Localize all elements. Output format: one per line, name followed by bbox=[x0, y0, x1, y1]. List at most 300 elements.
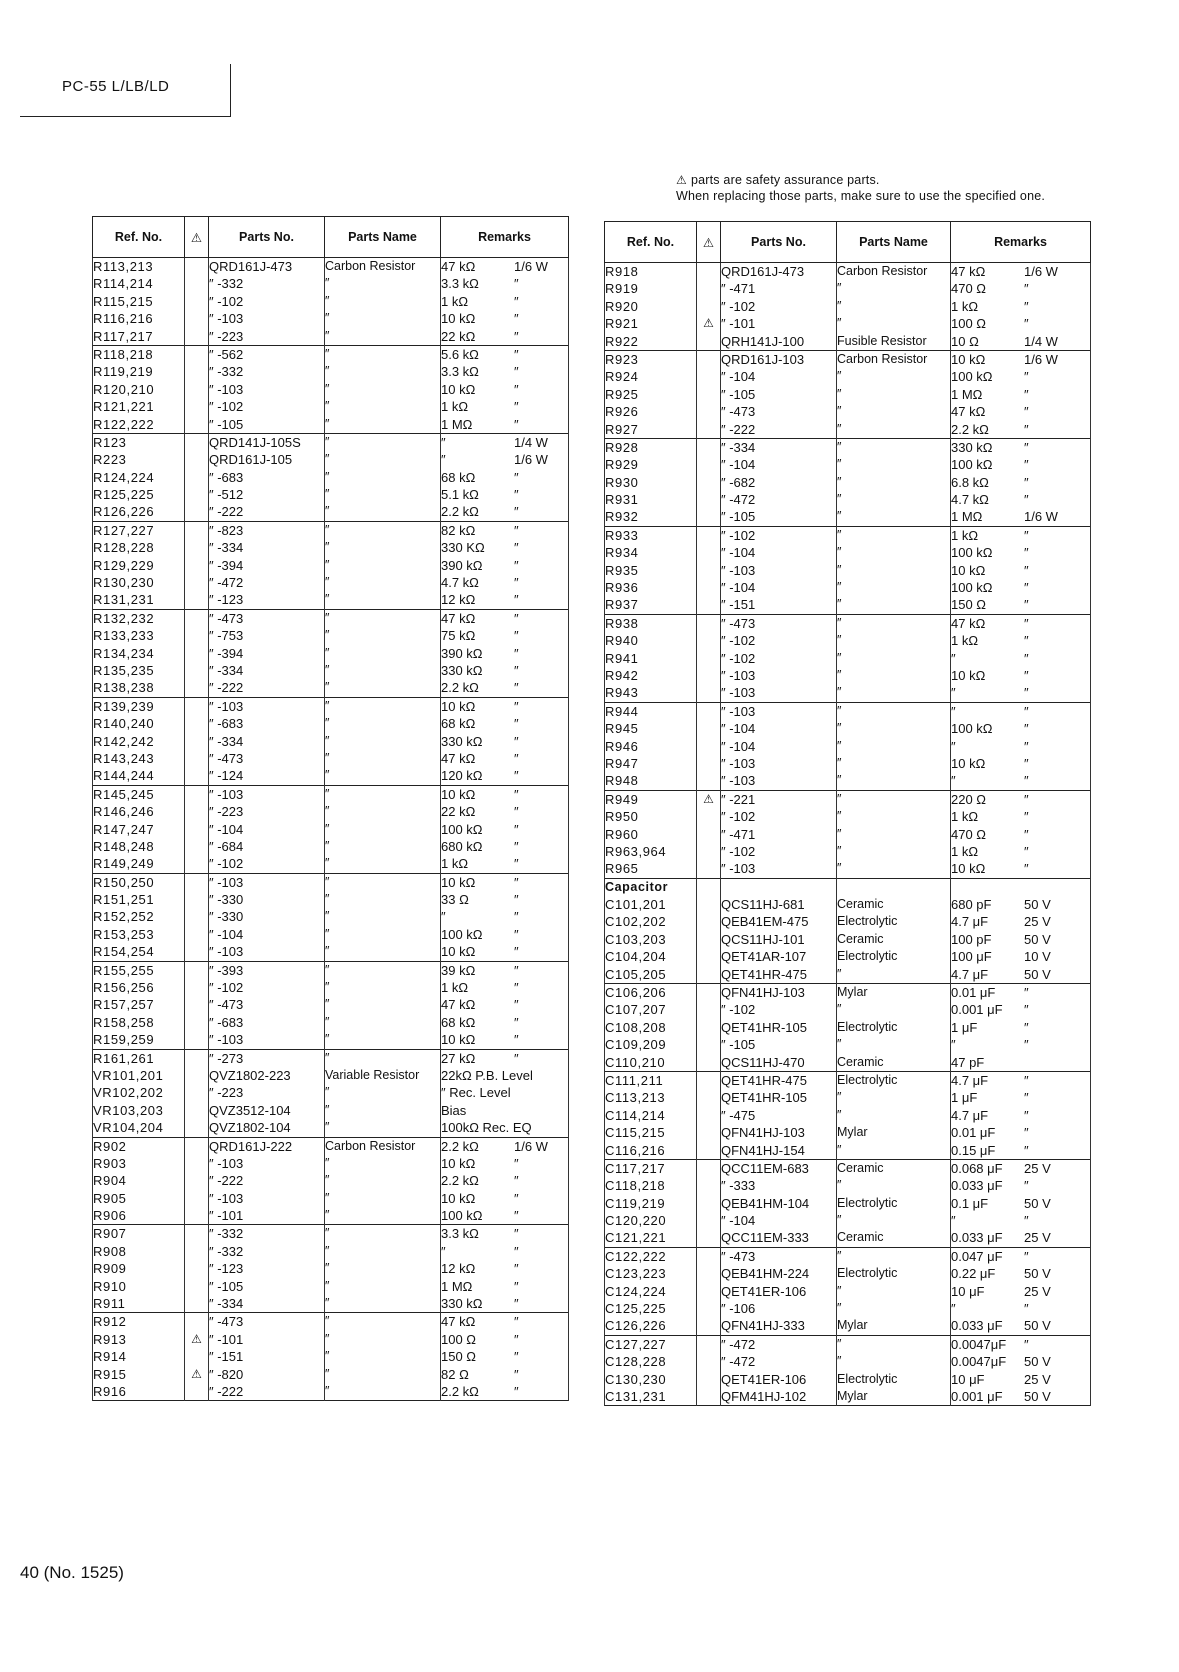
warning-slot bbox=[697, 684, 720, 701]
parts-number: ″ -330 bbox=[209, 892, 244, 908]
col-header-ref: Ref. No. bbox=[93, 217, 185, 258]
remarks-value: 4.7 μF bbox=[951, 1072, 989, 1088]
parts-name-cell bbox=[837, 790, 951, 878]
ref-number: C115,215 bbox=[605, 1125, 666, 1141]
parts-no-cell bbox=[209, 1049, 325, 1137]
parts-name: ″ bbox=[325, 328, 330, 343]
ref-number: R151,251 bbox=[93, 892, 155, 908]
warning-cell bbox=[697, 1335, 721, 1406]
parts-number: QET41ER-106 bbox=[721, 1371, 807, 1387]
parts-number: ″ -394 bbox=[209, 557, 244, 573]
model-title: PC-55 L/LB/LD bbox=[62, 78, 170, 95]
parts-name: ″ bbox=[837, 721, 842, 736]
remarks-rating: ″ bbox=[1024, 474, 1029, 490]
remarks-line bbox=[441, 574, 568, 591]
warning-cell bbox=[185, 521, 209, 609]
table-row-group bbox=[93, 345, 569, 433]
parts-number: ″ -104 bbox=[721, 545, 756, 561]
remarks-value: 10 kΩ bbox=[441, 1032, 476, 1048]
parts-number: ″ -332 bbox=[209, 364, 244, 380]
parts-name: ″ bbox=[325, 962, 330, 977]
warning-slot bbox=[185, 610, 208, 627]
parts-number: QCS11HJ-470 bbox=[721, 1054, 805, 1070]
parts-name: ″ bbox=[837, 1213, 842, 1228]
ref-number: C124,224 bbox=[605, 1283, 667, 1299]
parts-name: ″ bbox=[837, 703, 842, 718]
remarks-line bbox=[951, 948, 1090, 965]
remarks-value: ″ bbox=[951, 1213, 956, 1229]
table-row-group bbox=[93, 873, 569, 961]
ref-number: R920 bbox=[605, 298, 639, 314]
remarks-value: 100 Ω bbox=[441, 1331, 477, 1347]
parts-name-cell bbox=[325, 1313, 441, 1401]
ref-number: R150,250 bbox=[93, 874, 155, 890]
remarks-rating: ″ bbox=[514, 1278, 519, 1294]
ref-number: R943 bbox=[605, 685, 639, 701]
warning-slot bbox=[697, 650, 720, 667]
remarks-rating: ″ bbox=[1024, 404, 1029, 420]
parts-number: ″ -106 bbox=[721, 1301, 756, 1317]
remarks-cell bbox=[441, 1313, 569, 1401]
parts-number: ″ -222 bbox=[721, 421, 756, 437]
remarks-cell bbox=[951, 438, 1091, 526]
remarks-value: ″ bbox=[951, 738, 956, 754]
remarks-value: ″ bbox=[441, 909, 446, 925]
parts-number: ″ -475 bbox=[721, 1107, 756, 1123]
warning-slot bbox=[697, 386, 720, 403]
remarks-value: 1 kΩ bbox=[441, 980, 469, 996]
remarks-line bbox=[441, 698, 568, 715]
warning-slot bbox=[697, 948, 720, 965]
remarks-rating: ″ bbox=[1024, 685, 1029, 701]
remarks-value: 47 kΩ bbox=[951, 264, 986, 279]
ref-number: C109,209 bbox=[605, 1037, 667, 1053]
parts-number: QCC11EM-333 bbox=[721, 1230, 809, 1246]
remarks-rating: ″ bbox=[1024, 1019, 1029, 1035]
parts-no-cell bbox=[721, 1247, 837, 1335]
ref-number: R902 bbox=[93, 1138, 127, 1154]
parts-name: Mylar bbox=[837, 1318, 868, 1333]
remarks-value: ″ bbox=[951, 1301, 956, 1317]
parts-number: QCS11HJ-681 bbox=[721, 897, 805, 913]
remarks-line bbox=[951, 263, 1090, 280]
parts-number: ″ -753 bbox=[209, 628, 244, 644]
remarks-rating: ″ bbox=[1024, 457, 1029, 473]
warning-slot bbox=[185, 1366, 208, 1383]
ref-number: R934 bbox=[605, 545, 639, 561]
parts-name: ″ bbox=[325, 434, 330, 449]
header-divider-horizontal bbox=[20, 116, 231, 117]
remarks-rating: ″ bbox=[514, 592, 519, 608]
parts-name: ″ bbox=[325, 1261, 330, 1276]
remarks-value: ″ bbox=[441, 1243, 446, 1259]
ref-number: R223 bbox=[93, 452, 127, 468]
warning-cell bbox=[697, 1247, 721, 1335]
remarks-value: 1 kΩ bbox=[951, 298, 979, 314]
warning-slot bbox=[185, 1031, 208, 1048]
parts-name: ″ bbox=[837, 1090, 842, 1105]
remarks-value: 82 kΩ bbox=[441, 522, 476, 538]
parts-name: ″ bbox=[325, 892, 330, 907]
remarks-line bbox=[441, 1155, 568, 1172]
remarks-cell bbox=[441, 697, 569, 785]
remarks-line bbox=[441, 1295, 568, 1312]
warning-slot bbox=[697, 491, 720, 508]
parts-name: ″ bbox=[837, 809, 842, 824]
remarks-line bbox=[951, 755, 1090, 772]
remarks-cell bbox=[951, 790, 1091, 878]
ref-number: R907 bbox=[93, 1226, 127, 1242]
warning-slot bbox=[697, 1072, 720, 1089]
remarks-value: ″ bbox=[951, 650, 956, 666]
ref-number: C103,203 bbox=[605, 931, 667, 947]
parts-number: ″ -683 bbox=[209, 1014, 244, 1030]
remarks-rating: 1/4 W bbox=[514, 434, 548, 450]
warning-slot bbox=[185, 767, 208, 784]
col-header-warning-icon: ⚠ bbox=[185, 217, 209, 258]
ref-number: R965 bbox=[605, 861, 639, 877]
parts-name: ″ bbox=[837, 685, 842, 700]
warning-slot bbox=[185, 1014, 208, 1031]
remarks-value: 330 kΩ bbox=[441, 662, 483, 678]
remarks-value: 47 kΩ bbox=[441, 997, 476, 1013]
parts-name: Carbon Resistor bbox=[325, 259, 416, 273]
parts-name: ″ bbox=[325, 768, 330, 783]
ref-number: R121,221 bbox=[93, 399, 155, 415]
table-row-group bbox=[93, 521, 569, 609]
remarks-rating: ″ bbox=[514, 1032, 519, 1048]
warning-slot bbox=[697, 826, 720, 843]
ref-number: R126,226 bbox=[93, 504, 155, 520]
parts-name: Electrolytic bbox=[837, 949, 898, 964]
warning-slot bbox=[185, 803, 208, 820]
remarks-value: 3.3 kΩ bbox=[441, 1226, 479, 1242]
remarks-value: ″ bbox=[951, 685, 956, 701]
ref-number: R912 bbox=[93, 1314, 127, 1330]
safety-note-text2: When replacing those parts, make sure to use the specified one. bbox=[676, 189, 1046, 203]
warning-slot bbox=[697, 403, 720, 420]
ref-number: R909 bbox=[93, 1261, 127, 1277]
parts-number: ″ -103 bbox=[209, 1155, 244, 1171]
parts-number: QET41HR-475 bbox=[721, 966, 807, 982]
ref-number: C101,201 bbox=[605, 897, 667, 913]
parts-name: ″ bbox=[325, 997, 330, 1012]
parts-number: ″ -105 bbox=[209, 1278, 244, 1294]
ref-number: R903 bbox=[93, 1155, 127, 1171]
warning-slot bbox=[185, 1050, 208, 1067]
parts-number: ″ -394 bbox=[209, 645, 244, 661]
section-label: Capacitor bbox=[605, 879, 669, 894]
warning-slot bbox=[185, 346, 208, 363]
parts-number: QVZ3512-104 bbox=[209, 1102, 291, 1118]
remarks-line bbox=[951, 1353, 1090, 1370]
ref-number: R933 bbox=[605, 527, 639, 543]
remarks-value: 0.033 μF bbox=[951, 1230, 1003, 1246]
remarks-line bbox=[441, 662, 568, 679]
ref-number: C113,213 bbox=[605, 1090, 666, 1106]
parts-name-cell bbox=[837, 263, 951, 351]
parts-name: Carbon Resistor bbox=[837, 264, 928, 278]
remarks-line bbox=[441, 821, 568, 838]
ref-number: R923 bbox=[605, 351, 639, 367]
remarks-rating: ″ bbox=[514, 628, 519, 644]
remarks-line bbox=[951, 1107, 1090, 1124]
parts-name: ″ bbox=[325, 750, 330, 765]
ref-number: R159,259 bbox=[93, 1032, 155, 1048]
col-header-warning-icon: ⚠ bbox=[697, 222, 721, 263]
remarks-value: 330 kΩ bbox=[951, 439, 993, 455]
parts-name: ″ bbox=[325, 311, 330, 326]
ref-cell bbox=[93, 1225, 185, 1313]
parts-number: ″ -472 bbox=[721, 1354, 756, 1370]
parts-name: Carbon Resistor bbox=[325, 1138, 416, 1153]
parts-name: ″ bbox=[325, 452, 330, 467]
remarks-line bbox=[441, 1383, 568, 1400]
remarks-value: 100 kΩ bbox=[441, 926, 483, 942]
spacer-line bbox=[721, 879, 836, 896]
ref-number: R156,256 bbox=[93, 980, 155, 996]
remarks-rating: 50 V bbox=[1024, 931, 1051, 947]
remarks-rating: ″ bbox=[514, 1296, 519, 1312]
warning-slot bbox=[697, 508, 720, 525]
remarks-line bbox=[441, 874, 568, 891]
remarks-line bbox=[951, 931, 1090, 948]
warning-slot bbox=[185, 1155, 208, 1172]
remarks-rating: ″ bbox=[1024, 386, 1029, 402]
remarks-cell bbox=[441, 1225, 569, 1313]
remarks-line bbox=[441, 733, 568, 750]
remarks-value: 12 kΩ bbox=[441, 592, 476, 608]
warning-slot bbox=[185, 786, 208, 803]
remarks-value: 0.1 μF bbox=[951, 1195, 989, 1211]
ref-number: C123,223 bbox=[605, 1266, 667, 1282]
remarks-rating: ″ bbox=[514, 838, 519, 854]
warning-cell bbox=[185, 1049, 209, 1137]
warning-slot bbox=[697, 527, 720, 544]
table-row-group bbox=[93, 961, 569, 1049]
parts-number: ″ -101 bbox=[209, 1331, 244, 1347]
warning-slot bbox=[697, 791, 720, 808]
remarks-value: 5.1 kΩ bbox=[441, 487, 479, 503]
remarks-rating: ″ bbox=[514, 469, 519, 485]
parts-number: ″ -472 bbox=[721, 492, 756, 508]
remarks-line bbox=[951, 615, 1090, 632]
remarks-rating: ″ bbox=[514, 680, 519, 696]
remarks-value: 47 kΩ bbox=[441, 1314, 476, 1330]
warning-cell bbox=[185, 258, 209, 346]
parts-number: QFN41HJ-333 bbox=[721, 1318, 805, 1334]
remarks-line bbox=[951, 1229, 1090, 1246]
remarks-value: 4.7 μF bbox=[951, 1107, 989, 1123]
table-row-group bbox=[605, 702, 1091, 790]
remarks-line bbox=[441, 522, 568, 539]
ref-number: R158,258 bbox=[93, 1014, 155, 1030]
warning-slot bbox=[697, 1195, 720, 1212]
parts-name: ″ bbox=[325, 557, 330, 572]
parts-number: ″ -103 bbox=[721, 667, 756, 683]
remarks-value: 22 kΩ bbox=[441, 328, 476, 344]
remarks-line bbox=[441, 381, 568, 398]
warning-slot bbox=[185, 398, 208, 415]
parts-name-cell bbox=[325, 1137, 441, 1225]
remarks-value: 22kΩ P.B. Level bbox=[441, 1067, 533, 1083]
remarks-line bbox=[441, 1067, 568, 1084]
parts-number: QET41HR-475 bbox=[721, 1072, 807, 1088]
warning-cell bbox=[185, 1313, 209, 1401]
parts-number: ″ -104 bbox=[721, 721, 756, 737]
ref-number: C127,227 bbox=[605, 1336, 667, 1352]
remarks-line bbox=[441, 767, 568, 784]
parts-name: ″ bbox=[837, 1107, 842, 1122]
remarks-line bbox=[441, 1348, 568, 1365]
ref-number: R129,229 bbox=[93, 557, 155, 573]
remarks-value: 5.6 kΩ bbox=[441, 346, 479, 362]
remarks-value: 47 kΩ bbox=[441, 610, 476, 626]
page-number: 40 (No. 1525) bbox=[20, 1563, 124, 1582]
ref-number: C102,202 bbox=[605, 914, 667, 930]
parts-number: QRH141J-100 bbox=[721, 333, 805, 349]
parts-name: ″ bbox=[325, 487, 330, 502]
remarks-line bbox=[441, 557, 568, 574]
remarks-value: 47 kΩ bbox=[951, 615, 986, 631]
parts-number: ″ -124 bbox=[209, 768, 244, 784]
remarks-line bbox=[951, 826, 1090, 843]
warning-slot bbox=[185, 574, 208, 591]
parts-number: ″ -684 bbox=[209, 838, 244, 854]
remarks-rating: ″ bbox=[514, 768, 519, 784]
parts-name-cell bbox=[837, 350, 951, 438]
ref-number: R120,210 bbox=[93, 381, 155, 397]
remarks-rating: ″ bbox=[514, 662, 519, 678]
parts-number: ″ -473 bbox=[209, 750, 244, 766]
warning-slot bbox=[697, 1160, 720, 1177]
spacer-line bbox=[697, 879, 720, 896]
warning-slot bbox=[185, 874, 208, 891]
remarks-rating: ″ bbox=[1024, 527, 1029, 543]
parts-no-cell bbox=[721, 350, 837, 438]
remarks-rating: ″ bbox=[514, 610, 519, 626]
remarks-value: 390 kΩ bbox=[441, 645, 483, 661]
parts-name-cell bbox=[837, 702, 951, 790]
warning-cell bbox=[185, 609, 209, 697]
remarks-value: 10 μF bbox=[951, 1283, 985, 1299]
parts-number: ″ -473 bbox=[209, 1314, 244, 1330]
remarks-value: 100 kΩ bbox=[951, 580, 993, 596]
remarks-value: 68 kΩ bbox=[441, 716, 476, 732]
warning-slot bbox=[697, 632, 720, 649]
parts-number: ″ -332 bbox=[209, 1243, 244, 1259]
warning-slot bbox=[697, 1388, 720, 1405]
remarks-line bbox=[951, 1072, 1090, 1089]
remarks-value: 330 kΩ bbox=[441, 1296, 483, 1312]
warning-slot bbox=[697, 1336, 720, 1353]
parts-number: ″ -104 bbox=[721, 457, 756, 473]
remarks-line bbox=[441, 803, 568, 820]
remarks-line bbox=[951, 351, 1090, 368]
remarks-line bbox=[441, 451, 568, 468]
remarks-line bbox=[951, 562, 1090, 579]
remarks-line bbox=[951, 984, 1090, 1001]
remarks-cell bbox=[441, 1049, 569, 1137]
ref-cell bbox=[93, 521, 185, 609]
parts-name: ″ bbox=[837, 509, 842, 524]
remarks-value: 100kΩ Rec. EQ bbox=[441, 1120, 532, 1136]
parts-name: ″ bbox=[837, 439, 842, 454]
parts-name: ″ bbox=[837, 492, 842, 507]
table-row-group bbox=[605, 1071, 1091, 1159]
warning-slot bbox=[697, 966, 720, 983]
warning-slot bbox=[697, 474, 720, 491]
parts-name-cell bbox=[837, 526, 951, 614]
remarks-line bbox=[441, 750, 568, 767]
parts-number: QEB41HM-224 bbox=[721, 1266, 810, 1282]
ref-number: R157,257 bbox=[93, 997, 155, 1013]
remarks-rating: ″ bbox=[1024, 580, 1029, 596]
remarks-line bbox=[951, 280, 1090, 297]
remarks-rating: ″ bbox=[514, 804, 519, 820]
parts-no-cell bbox=[721, 1335, 837, 1406]
remarks-rating: ″ bbox=[514, 1014, 519, 1030]
ref-number: C126,226 bbox=[605, 1318, 667, 1334]
parts-name: Ceramic bbox=[837, 1054, 884, 1069]
parts-name: ″ bbox=[325, 504, 330, 519]
remarks-line bbox=[441, 416, 568, 433]
parts-number: ″ -222 bbox=[209, 680, 244, 696]
parts-number: ″ -103 bbox=[721, 861, 756, 877]
warning-cell bbox=[185, 1137, 209, 1225]
parts-name-cell bbox=[325, 258, 441, 346]
warning-slot bbox=[185, 557, 208, 574]
warning-triangle-icon: ⚠ bbox=[191, 1331, 202, 1346]
ref-number: R916 bbox=[93, 1384, 127, 1399]
remarks-line bbox=[441, 434, 568, 451]
remarks-rating: ″ bbox=[514, 1155, 519, 1171]
remarks-cell bbox=[441, 1137, 569, 1225]
remarks-value: 2.2 kΩ bbox=[441, 504, 479, 520]
parts-number: ″ -102 bbox=[721, 843, 756, 859]
parts-name: ″ bbox=[325, 575, 330, 590]
remarks-rating: ″ bbox=[1024, 298, 1029, 314]
remarks-cell bbox=[441, 258, 569, 346]
remarks-line bbox=[441, 1172, 568, 1189]
remarks-line bbox=[441, 486, 568, 503]
parts-number: ″ -472 bbox=[209, 575, 244, 591]
warning-slot bbox=[697, 1300, 720, 1317]
remarks-line bbox=[441, 855, 568, 872]
remarks-line bbox=[441, 1084, 568, 1101]
remarks-line bbox=[951, 333, 1090, 350]
warning-slot bbox=[185, 962, 208, 979]
warning-slot bbox=[697, 421, 720, 438]
table-row-group bbox=[93, 1225, 569, 1313]
parts-name: Variable Resistor bbox=[325, 1067, 420, 1082]
parts-name: ″ bbox=[837, 1142, 842, 1157]
parts-name: ″ bbox=[837, 861, 842, 876]
parts-name: ″ bbox=[837, 1283, 842, 1298]
col-header-remarks: Remarks bbox=[951, 222, 1091, 263]
parts-number: ″ -104 bbox=[209, 821, 244, 837]
col-header-remarks: Remarks bbox=[441, 217, 569, 258]
remarks-cell bbox=[951, 614, 1091, 702]
remarks-rating: ″ bbox=[1024, 439, 1029, 455]
remarks-value: 12 kΩ bbox=[441, 1261, 476, 1277]
ref-cell bbox=[605, 1071, 697, 1159]
warning-slot bbox=[697, 860, 720, 877]
parts-name: ″ bbox=[325, 1314, 330, 1329]
parts-name: ″ bbox=[837, 386, 842, 401]
ref-number: R942 bbox=[605, 667, 639, 683]
parts-name: ″ bbox=[837, 580, 842, 595]
